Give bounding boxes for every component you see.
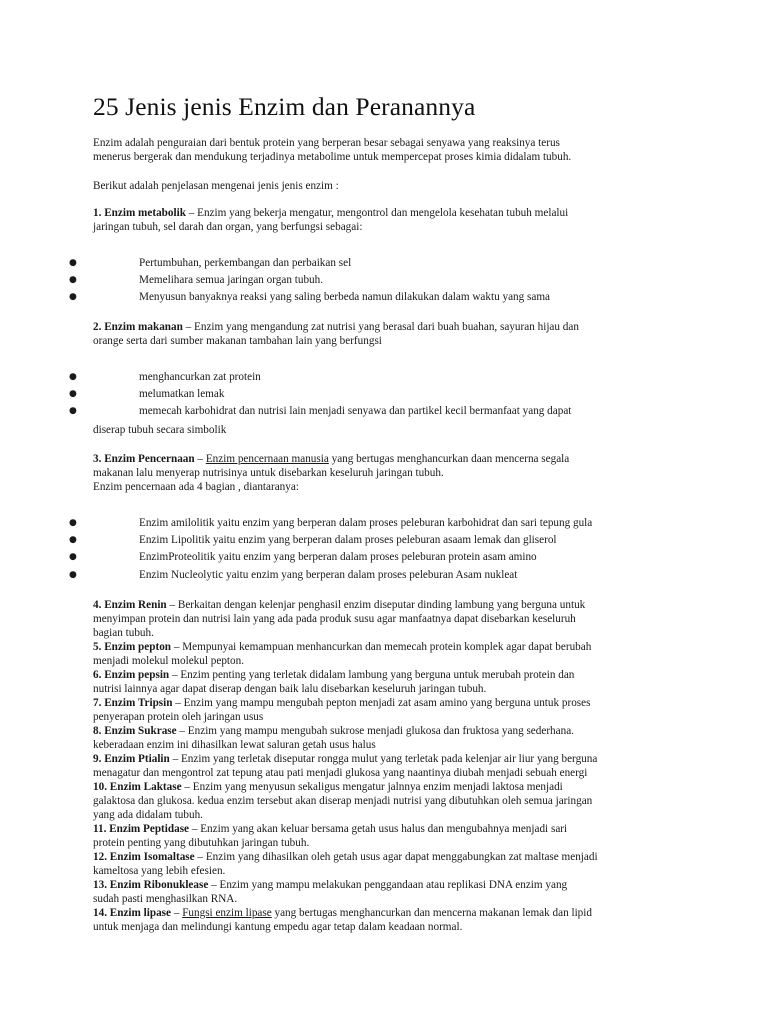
section-2-line: orange serta dari sumber makanan tambahan lain yang berfungsi	[93, 335, 382, 347]
entry-heading: 11. Enzim Peptidase	[93, 823, 190, 835]
bullet-icon: ●	[69, 275, 77, 285]
bullet-icon: ●	[69, 535, 77, 545]
list-item-text: Memelihara semua jaringan organ tubuh.	[139, 274, 324, 286]
entry-line: keberadaan enzim ini dihasilkan lewat saluran getah usus halus	[93, 739, 376, 751]
list-item	[69, 386, 684, 402]
entry-line: sudah pasti menghasilkan RNA.	[93, 893, 238, 905]
entry-text: yang bertugas menghancurkan dan mencerna makanan lemak dan lipid	[271, 907, 592, 919]
enzim-pencernaan-link[interactable]: Enzim pencernaan manusia	[205, 453, 329, 465]
entry-heading: 9. Enzim Ptialin	[93, 753, 170, 765]
entry-line: menyimpan protein dan nutrisi lain yang ada pada produk susu agar manfaatnya dapat disebarkan keseluruh	[93, 613, 576, 625]
list-item	[69, 549, 684, 565]
list-item	[69, 369, 684, 385]
entry-line: nutrisi lainnya agar dapat diserap dengan baik lalu disebarkan keseluruh jaringan tubuh.	[93, 683, 487, 695]
entry-line	[93, 752, 683, 766]
bullet-icon: ●	[69, 570, 77, 580]
list-item-text: menghancurkan zat protein	[139, 371, 261, 383]
section-3-text: yang bertugas menghancurkan daan mencerna segala	[328, 453, 570, 465]
entry-line	[93, 640, 683, 654]
entry-heading: 5. Enzim pepton	[93, 641, 172, 653]
bullet-icon: ●	[69, 518, 77, 528]
entry-text: – Mempunyai kemampuan menhancurkan dan memecah protein komplek agar dapat berubah	[171, 641, 592, 653]
entry-heading: 7. Enzim Tripsin	[93, 697, 173, 709]
entry-line	[93, 878, 683, 892]
intro-line: Enzim adalah penguraian dari bentuk protein yang berperan besar sebagai senyawa yang reaksinya terus	[93, 137, 560, 149]
entry-text: – Enzim penting yang terletak didalam lambung yang berguna untuk merubah protein dan	[169, 669, 575, 681]
entry-text: – Enzim yang mampu mengubah sukrose menjadi glukosa dan fruktosa yang sederhana.	[176, 725, 574, 737]
entry-line	[93, 780, 683, 794]
lead-line: Berikut adalah penjelasan mengenai jenis jenis enzim :	[93, 180, 339, 192]
entry-heading: 8. Enzim Sukrase	[93, 725, 177, 737]
fungsi-enzim-lipase-link[interactable]: Fungsi enzim lipase	[182, 907, 272, 919]
entry-text: – Enzim yang mampu mengubah pepton menjadi zat asam amino yang berguna untuk proses	[172, 697, 591, 709]
list-item	[69, 255, 684, 271]
entry-line	[93, 822, 683, 836]
entry-line	[93, 724, 683, 738]
section-1-line: jaringan tubuh, sel darah dan organ, yang berfungsi sebagai:	[93, 221, 363, 233]
list-item	[69, 532, 684, 548]
entry-heading: 4. Enzim Renin	[93, 599, 167, 611]
entry-heading: 12. Enzim Isomaltase	[93, 851, 195, 863]
bullet-icon: ●	[69, 389, 77, 399]
entry-dash: –	[171, 907, 183, 919]
entry-line	[93, 598, 683, 612]
intro-line: menerus bergerak dan mendukung terjadinya metabolime untuk mempercepat proses kimia didalam tubuh.	[93, 151, 572, 163]
list-item-text: Menyusun banyaknya reaksi yang saling berbeda namun dilakukan dalam waktu yang sama	[139, 291, 551, 303]
entry-heading: 6. Enzim pepsin	[93, 669, 170, 681]
section-1-heading: 1. Enzim metabolik	[93, 207, 186, 219]
entry-line	[93, 906, 683, 920]
entry-line: penyerapan protein oleh jaringan usus	[93, 711, 264, 723]
entry-heading: 10. Enzim Laktase	[93, 781, 182, 793]
section-3-dash: –	[194, 453, 206, 465]
bullet-icon: ●	[69, 372, 77, 382]
list-item-text: melumatkan lemak	[139, 388, 225, 400]
list-item-continuation: diserap tubuh secara simbolik	[93, 424, 227, 436]
list-item-text: Pertumbuhan, perkembangan dan perbaikan sel	[139, 257, 352, 269]
entry-line: kameltosa yang lebih efesien.	[93, 865, 226, 877]
page-title: 25 Jenis jenis Enzim dan Peranannya	[93, 92, 476, 121]
entry-text: – Enzim yang dihasilkan oleh getah usus agar dapat menggabungkan zat maltase menjadi	[194, 851, 598, 863]
list-item-text: Enzim amilolitik yaitu enzim yang berperan dalam proses peleburan karbohidrat dan sari tepung gula	[139, 517, 593, 529]
entry-line	[93, 668, 683, 682]
section-3-line: Enzim pencernaan ada 4 bagian , diantaranya:	[93, 481, 299, 493]
bullet-icon: ●	[69, 258, 77, 268]
entry-line: menagatur dan mengontrol zat tepung atau pati menjadi glukosa yang naantinya diubah menjadi sebuah energi	[93, 767, 588, 779]
entry-text: – Berkaitan dengan kelenjar penghasil enzim diseputar dinding lambung yang berguna untuk	[166, 599, 586, 611]
list-item	[69, 567, 684, 583]
section-3-line	[93, 452, 683, 466]
list-item	[69, 515, 684, 531]
section-2-text: – Enzim yang mengandung zat nutrisi yang berasal dari buah buahan, sayuran hijau dan	[182, 321, 579, 333]
entry-line: bagian tubuh.	[93, 627, 154, 639]
entry-text: – Enzim yang terletak diseputar rongga mulut yang terletak pada kelenjar air liur yang berguna	[169, 753, 598, 765]
entry-heading: 13. Enzim Ribonuklease	[93, 879, 209, 891]
bullet-icon: ●	[69, 406, 77, 416]
section-3-line: makanan lalu menyerap nutrisinya untuk disebarkan keseluruh jaringan tubuh.	[93, 467, 444, 479]
bullet-icon: ●	[69, 552, 77, 562]
list-item	[69, 272, 684, 288]
entry-text: – Enzim yang menyusun sekaligus mengatur jalnnya enzim menjadi laktosa menjadi	[181, 781, 563, 793]
section-1-text: – Enzim yang bekerja mengatur, mengontrol dan mengelola kesehatan tubuh melalui	[185, 207, 569, 219]
section-1-line	[93, 206, 683, 220]
list-item	[69, 289, 684, 305]
section-3-heading: 3. Enzim Pencernaan	[93, 453, 195, 465]
entry-line: yang ada didalam tubuh.	[93, 809, 203, 821]
entry-text: – Enzim yang akan keluar bersama getah usus halus dan mengubahnya menjadi sari	[189, 823, 568, 835]
list-item-text: Enzim Nucleolytic yaitu enzim yang berperan dalam proses peleburan Asam nukleat	[139, 569, 518, 581]
list-item-text: Enzim Lipolitik yaitu enzim yang berperan dalam proses peleburan asaam lemak dan gliserol	[139, 534, 557, 546]
list-item	[69, 403, 684, 419]
entry-line: galaktosa dan glukosa. kedua enzim tersebut akan diserap menjadi nutrisi yang dibutuhkan oleh semua jaringan	[93, 795, 593, 807]
entry-line: protein penting yang dibutuhkan jaringan tubuh.	[93, 837, 310, 849]
section-2-line	[93, 320, 683, 334]
entry-line	[93, 850, 683, 864]
entry-line: untuk menjaga dan melindungi kantung empedu agar tetap dalam keadaan normal.	[93, 921, 463, 933]
entry-heading: 14. Enzim lipase	[93, 907, 172, 919]
list-item-text: EnzimProteolitik yaitu enzim yang berperan dalam proses peleburan protein asam amino	[139, 551, 537, 563]
bullet-icon: ●	[69, 292, 77, 302]
list-item-text: memecah karbohidrat dan nutrisi lain menjadi senyawa dan partikel kecil bermanfaat yang dapat	[139, 405, 572, 417]
entry-line: menjadi molekul molekul pepton.	[93, 655, 245, 667]
section-2-heading: 2. Enzim makanan	[93, 321, 183, 333]
entry-text: – Enzim yang mampu melakukan penggandaan atau replikasi DNA enzim yang	[208, 879, 568, 891]
entry-line	[93, 696, 683, 710]
